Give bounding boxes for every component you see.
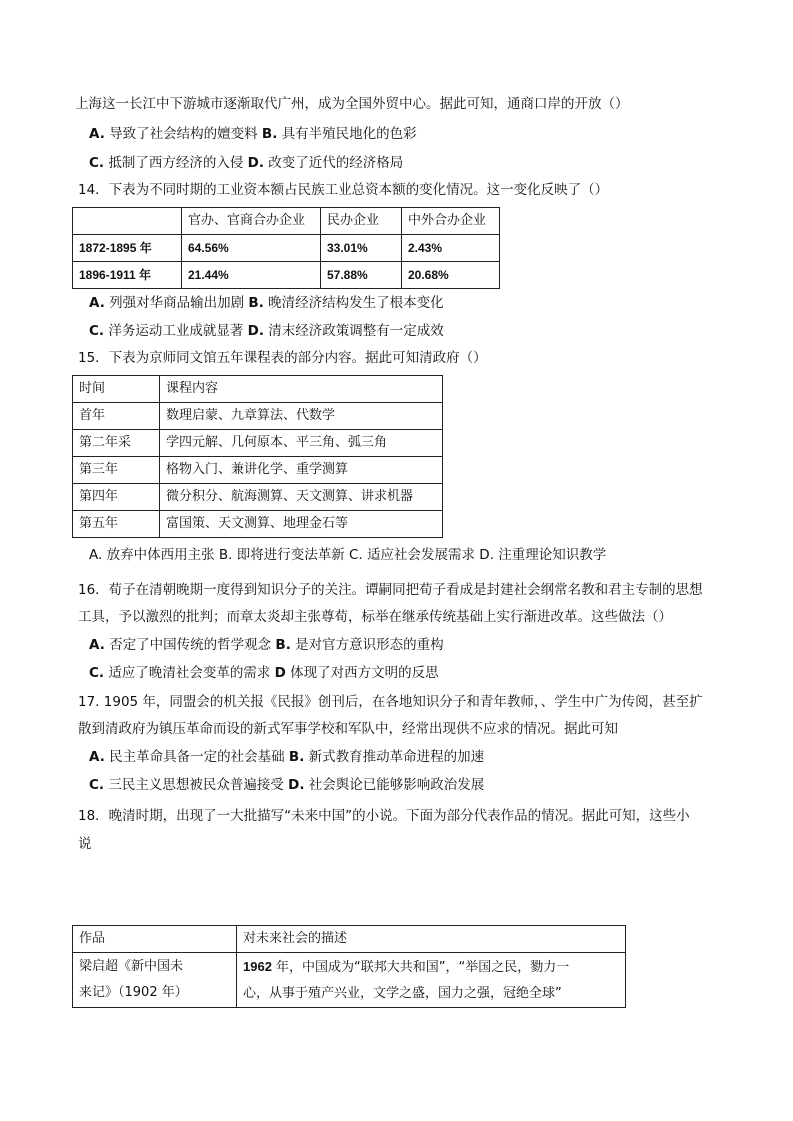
table-header-row — [73, 926, 626, 953]
description-text: 年，中国成为“联邦大共和国”，“举国之民，勠力一 — [271, 959, 570, 975]
table-row — [73, 235, 500, 262]
option-text: 列强对华商品输出加剧 — [109, 295, 245, 311]
question-17-stem-line-1: 17. 1905 年，同盟会的机关报《民报》创刊后，在各地知识分子和青年教师，、学生中广为传阅，甚至扩 — [78, 694, 703, 710]
table-row — [73, 262, 500, 289]
table-cell: 首年 — [73, 403, 160, 430]
table-cell: 2.43% — [402, 235, 500, 262]
description-line-2: 心，从事于殖产兴业，文学之盛，国力之强，冠绝全球” — [243, 985, 562, 1001]
question-15-stem: 15．下表为京师同文馆五年课程表的部分内容。据此可知清政府（） — [78, 350, 487, 366]
table-header-cell: 中外合办企业 — [402, 208, 500, 235]
table-header-cell: 官办、官商合办企业 — [182, 208, 321, 235]
table-cell: 64.56% — [182, 235, 321, 262]
option-text: 新式教育推动革命进程的加速 — [308, 749, 485, 765]
option-label: D. — [288, 777, 305, 793]
question-16-stem-line-1: 16．荀子在清朝晚期一度得到知识分子的关注。谭嗣同把荀子看成是封建社会纲常名教和君主专制的思想 — [78, 582, 703, 598]
option-text: 导致了社会结构的嬗变料 — [109, 126, 258, 142]
question-14-stem: 14．下表为不同时期的工业资本额占民族工业总资本额的变化情况。这一变化反映了（） — [78, 182, 609, 198]
option-label: A. — [89, 637, 105, 653]
q17-options-row-1 — [89, 747, 484, 767]
option-label: B. — [275, 637, 291, 653]
table-header-row — [73, 376, 443, 403]
table-header-cell: 民办企业 — [321, 208, 402, 235]
q14-options-row-2 — [89, 321, 444, 341]
q14-capital-table — [72, 207, 500, 289]
option-text: 民主革命具备一定的社会基础 — [109, 749, 285, 765]
table-cell: 格物入门、兼讲化学、重学测算 — [160, 457, 443, 484]
option-text: 晚清经济结构发生了根本变化 — [268, 295, 444, 311]
table-cell: 学四元解、几何原本、平三角、弧三角 — [160, 430, 443, 457]
option-text: 改变了近代的经济格局 — [268, 155, 404, 171]
question-18-stem-line-1: 18．晚清时期，出现了一大批描写“未来中国”的小说。下面为部分代表作品的情况。据此可知，这些小 — [78, 808, 690, 824]
option-label: B. — [261, 126, 278, 142]
table-cell: 第五年 — [73, 511, 160, 538]
option-label: C. — [89, 323, 105, 339]
table-cell — [237, 953, 626, 1008]
table-row — [73, 484, 443, 511]
table-row — [73, 511, 443, 538]
option-label: C. — [89, 665, 105, 681]
table-row — [73, 403, 443, 430]
option-label: B. — [248, 295, 264, 311]
option-label: B. — [288, 749, 305, 765]
option-label: C. — [89, 777, 105, 793]
table-header-cell: 作品 — [73, 926, 237, 953]
table-header-cell: 时间 — [73, 376, 160, 403]
option-label: A. — [89, 749, 105, 765]
q13-options-row-2 — [89, 153, 403, 173]
option-label: A. — [89, 295, 105, 311]
q13-options-row-1 — [89, 124, 417, 144]
table-cell: 1872-1895 年 — [73, 235, 182, 262]
table-header-cell — [73, 208, 182, 235]
table-cell: 第四年 — [73, 484, 160, 511]
table-cell: 33.01% — [321, 235, 402, 262]
option-text: 三民主义思想被民众普遍接受 — [108, 777, 284, 793]
q15-curriculum-table — [72, 375, 443, 538]
year-value: 1962 — [243, 958, 272, 974]
q14-options-row-1 — [89, 293, 444, 313]
table-cell: 20.68% — [402, 262, 500, 289]
table-row — [73, 953, 626, 1008]
option-text: 具有半殖民地化的色彩 — [281, 126, 417, 142]
option-text: 洋务运动工业成就显著 — [108, 323, 244, 339]
option-text: 清末经济政策调整有一定成效 — [268, 323, 444, 339]
option-text: 否定了中国传统的哲学观念 — [109, 637, 272, 653]
table-cell: 57.88% — [321, 262, 402, 289]
q15-options: A. 放弃中体西用主张 B. 即将进行变法革新 C. 适应社会发展需求 D. 注重理论知识教学 — [89, 547, 607, 563]
table-header-row — [73, 208, 500, 235]
option-text: 是对官方意识形态的重构 — [295, 637, 444, 653]
option-text: 适应了晚清社会变革的需求 — [108, 665, 271, 681]
q17-options-row-2 — [89, 775, 484, 795]
option-label: C. — [89, 155, 105, 171]
q16-options-row-1 — [89, 635, 444, 655]
table-cell — [73, 953, 237, 1008]
table-cell: 第三年 — [73, 457, 160, 484]
table-cell: 微分积分、航海测算、天文测算、讲求机器 — [160, 484, 443, 511]
option-text: 体现了对西方文明的反思 — [290, 665, 439, 681]
table-row — [73, 457, 443, 484]
table-cell: 第二年采 — [73, 430, 160, 457]
table-cell: 21.44% — [182, 262, 321, 289]
table-cell: 1896-1911 年 — [73, 262, 182, 289]
q16-options-row-2 — [89, 663, 439, 683]
novel-title-line-2: 来记》（1902 年） — [79, 985, 188, 1000]
description-line-1 — [243, 954, 619, 981]
table-row — [73, 430, 443, 457]
novel-title-line-1: 梁启超《新中国未 — [79, 959, 184, 974]
option-label: A. — [89, 126, 105, 142]
table-cell: 数理启蒙、九章算法、代数学 — [160, 403, 443, 430]
table-header-cell: 课程内容 — [160, 376, 443, 403]
question-18-stem-line-2: 说 — [78, 836, 92, 852]
table-header-cell: 对未来社会的描述 — [237, 926, 626, 953]
question-16-stem-line-2: 工具，予以激烈的批判；而章太炎却主张尊荀，标举在继承传统基础上实行渐进改革。这些做法（） — [78, 609, 672, 625]
option-label: D — [274, 665, 286, 681]
question-13-stem: 上海这一长江中下游城市逐渐取代广州，成为全国外贸中心。据此可知，通商口岸的开放（） — [75, 96, 629, 112]
option-text: 抵制了西方经济的入侵 — [108, 155, 244, 171]
question-17-stem-line-2: 散到清政府为镇压革命而设的新式军事学校和军队中，经常出现供不应求的情况。据此可知 — [78, 721, 618, 737]
q18-novels-table — [72, 925, 626, 1008]
option-text: 社会舆论已能够影响政治发展 — [308, 777, 485, 793]
option-label: D. — [247, 323, 264, 339]
table-cell: 富国策、天文测算、地理金石等 — [160, 511, 443, 538]
option-label: D. — [247, 155, 264, 171]
